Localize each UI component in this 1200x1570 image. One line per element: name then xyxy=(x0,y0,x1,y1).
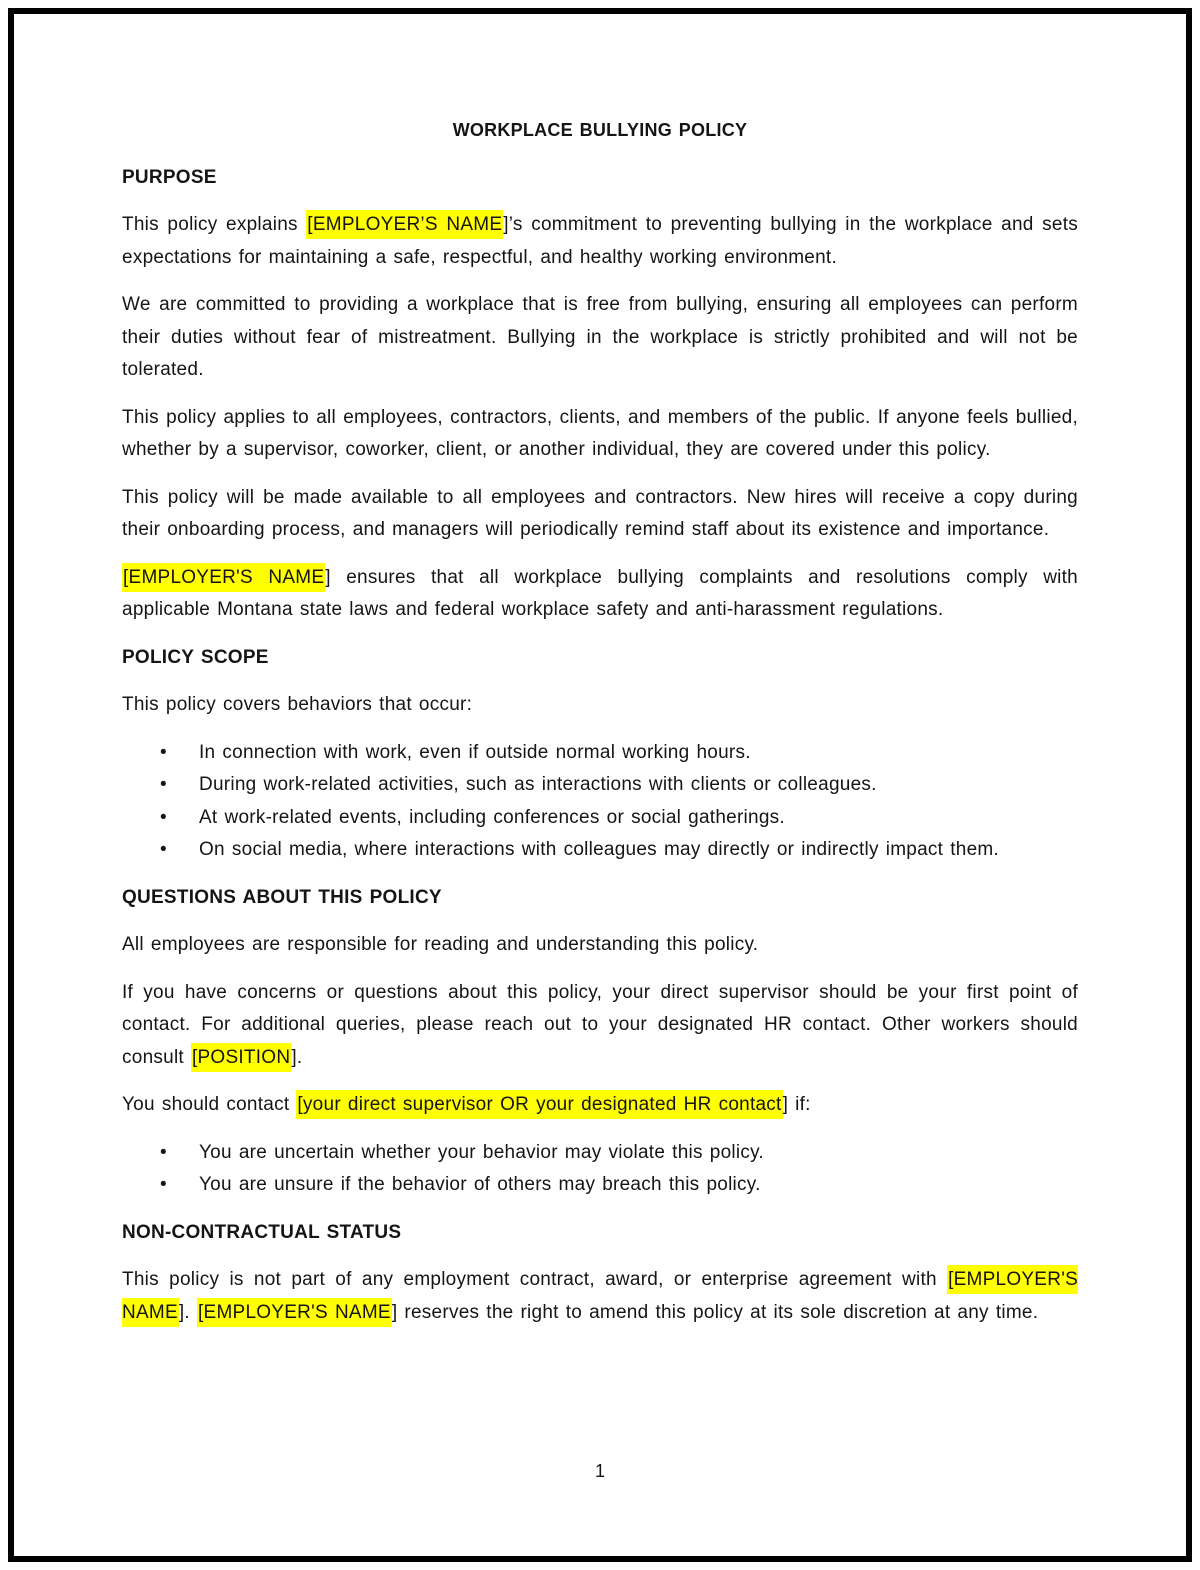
list-item-text: At work-related events, including conferences or social gatherings. xyxy=(199,806,785,828)
list-item xyxy=(122,1137,1078,1170)
paragraph xyxy=(122,1264,1078,1329)
list-item xyxy=(122,769,1078,802)
highlighted-placeholder: [EMPLOYER'S NAME xyxy=(122,563,325,592)
paragraph xyxy=(122,977,1078,1075)
document-body xyxy=(122,114,1078,1344)
highlighted-placeholder: [EMPLOYER’S NAME xyxy=(306,210,503,239)
text-run: This policy covers behaviors that occur: xyxy=(122,694,473,715)
document-title: WORKPLACE BULLYING POLICY xyxy=(452,120,748,140)
paragraph xyxy=(122,689,1078,722)
text-run: We are committed to providing a workplace that is free from bullying, ensuring all employees can perform their duties without fear of mistreatment. Bullying in the workplace is strictly prohibited and will not be tolerated. xyxy=(122,294,1078,380)
list-item xyxy=(122,737,1078,770)
paragraph xyxy=(122,562,1078,627)
list-item xyxy=(122,802,1078,835)
text-run: You should contact xyxy=(122,1094,297,1115)
section-heading: POLICY SCOPE xyxy=(122,646,269,668)
text-run: ] if: xyxy=(782,1094,811,1115)
text-run: This policy will be made available to all employees and contractors. New hires will receive a copy during their onboarding process, and managers will periodically remind staff about its existence and importance. xyxy=(122,486,1078,540)
paragraph xyxy=(122,482,1078,547)
section-heading: QUESTIONS ABOUT THIS POLICY xyxy=(122,886,442,908)
text-run: All employees are responsible for reading and understanding this policy. xyxy=(122,934,759,955)
text-run: ]. xyxy=(178,1301,197,1323)
list-item-text: During work-related activities, such as interactions with clients or colleagues. xyxy=(199,774,877,795)
text-run: This policy applies to all employees, contractors, clients, and members of the public. If anyone feels bullied, whether by a supervisor, coworker, client, or another individual, they are covered under this policy. xyxy=(122,406,1078,460)
list-item-text: On social media, where interactions with colleagues may directly or indirectly impact them. xyxy=(199,839,1000,860)
text-run: This policy explains xyxy=(122,214,307,235)
text-run: If you have concerns or questions about this policy, your direct supervisor should be your first point of contact. For additional queries, please reach out to your designated HR contact. Other workers should consult xyxy=(122,981,1078,1068)
section-heading: PURPOSE xyxy=(122,166,217,188)
list-item-text: You are unsure if the behavior of others may breach this policy. xyxy=(199,1174,761,1195)
highlighted-placeholder: [your direct supervisor OR your designated HR contact xyxy=(296,1090,782,1119)
highlighted-placeholder: [EMPLOYER'S NAME xyxy=(197,1298,392,1327)
bullet-list xyxy=(122,737,1078,867)
list-item-text: You are uncertain whether your behavior may violate this policy. xyxy=(199,1141,764,1163)
section-heading: NON-CONTRACTUAL STATUS xyxy=(122,1221,402,1243)
highlighted-placeholder: [EMPLOYER'S NAME xyxy=(122,1265,1078,1327)
paragraph xyxy=(122,402,1078,467)
bullet-list xyxy=(122,1137,1078,1202)
text-run: ]’s commitment to preventing bullying in the workplace and sets expectations for maintaining a safe, respectful, and healthy working environment. xyxy=(122,214,1078,268)
text-run: ]. xyxy=(291,1046,303,1068)
text-run: This policy is not part of any employment contract, award, or enterprise agreement with xyxy=(122,1269,948,1290)
paragraph xyxy=(122,209,1078,274)
text-run: ] ensures that all workplace bullying complaints and resolutions comply with applicable Montana state laws and federal workplace safety and anti-harassment regulations. xyxy=(122,566,1078,620)
paragraph xyxy=(122,1089,1078,1122)
text-run: ] reserves the right to amend this policy at its sole discretion at any time. xyxy=(391,1301,1039,1323)
page-number: 1 xyxy=(594,1461,605,1481)
paragraph xyxy=(122,929,1078,962)
list-item-text: In connection with work, even if outside normal working hours. xyxy=(199,741,751,763)
paragraph xyxy=(122,289,1078,387)
list-item xyxy=(122,1169,1078,1202)
highlighted-placeholder: [POSITION xyxy=(191,1043,291,1072)
list-item xyxy=(122,834,1078,867)
